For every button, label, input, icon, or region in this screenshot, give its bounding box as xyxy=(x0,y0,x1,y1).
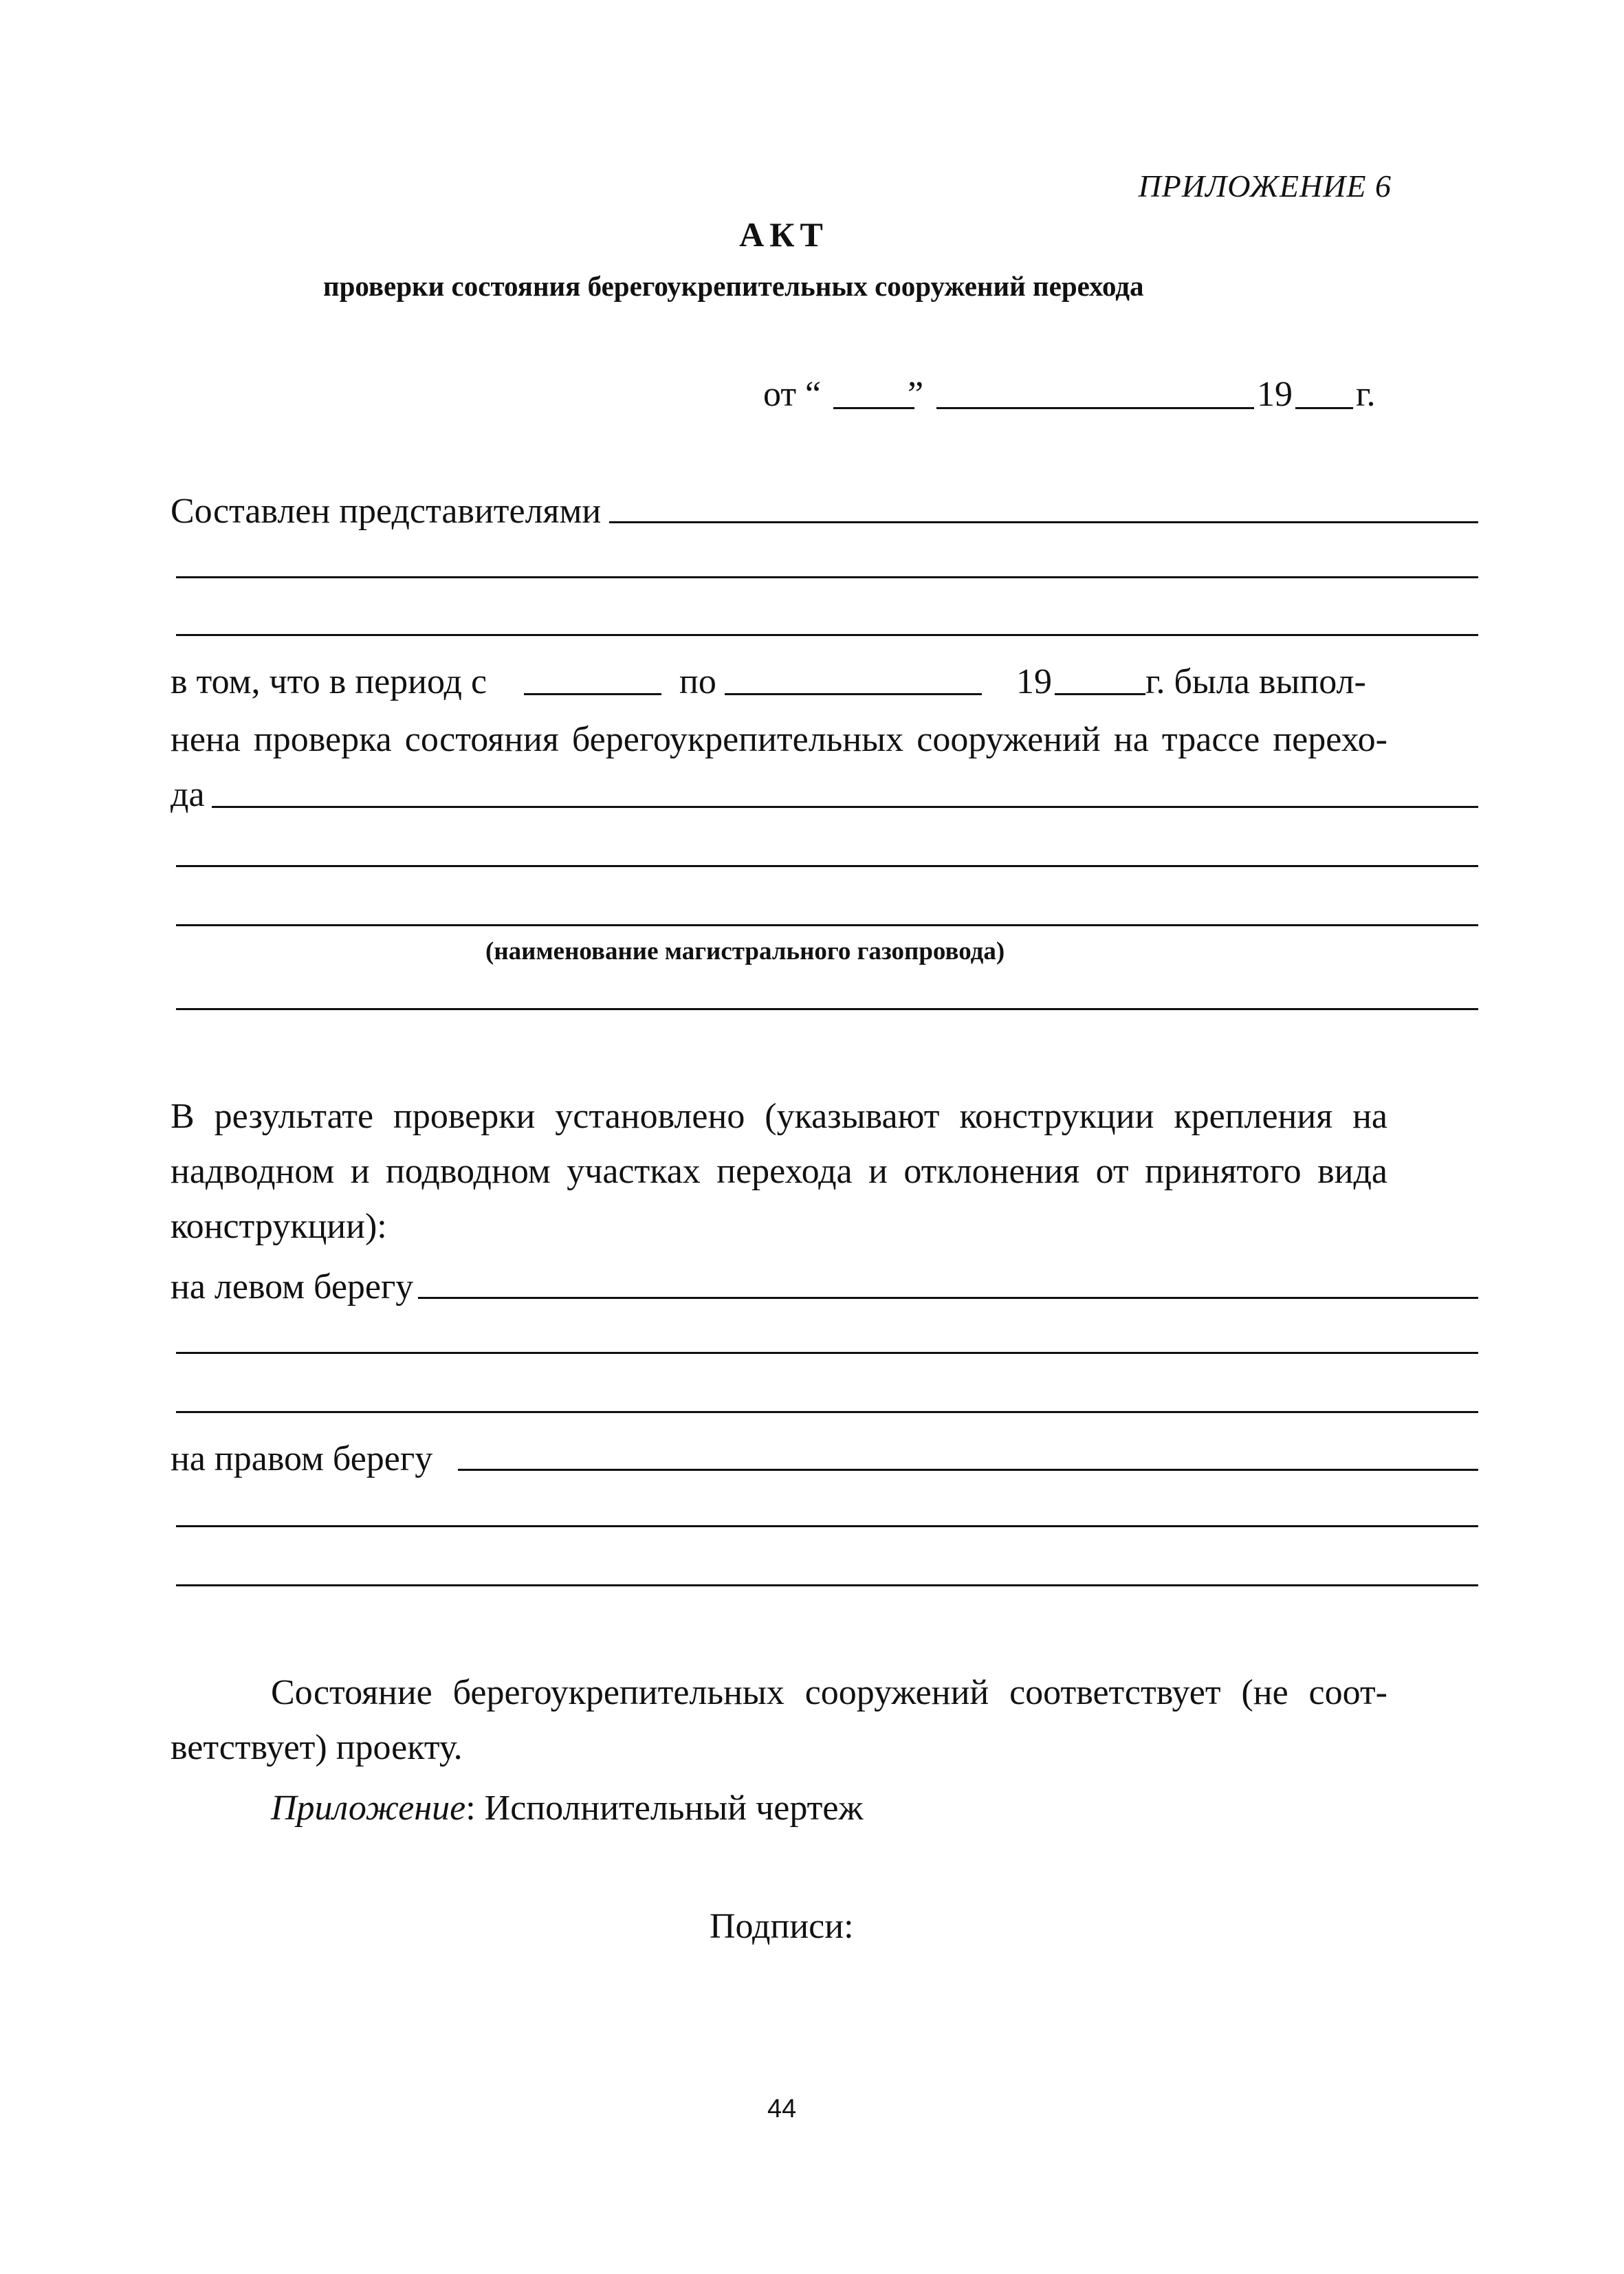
left-bank-field-3[interactable] xyxy=(176,1411,1478,1413)
attachment-text: : Исполнительный чертеж xyxy=(465,1789,864,1828)
attachment-line xyxy=(271,1791,863,1826)
period-year-prefix: 19 xyxy=(1016,662,1052,701)
pipeline-field-1[interactable] xyxy=(212,806,1478,808)
date-prefix: от “ xyxy=(763,375,822,414)
period-text-line3: да xyxy=(171,775,205,814)
conclusion-line2: ветствует) проекту. xyxy=(171,1728,463,1767)
left-bank-field-1[interactable] xyxy=(418,1297,1478,1299)
composed-field-3[interactable] xyxy=(176,634,1478,636)
date-year-suffix: г. xyxy=(1356,375,1376,414)
conclusion-line1: Состояние берегоукрепительных сооружений соответствует (не соот- xyxy=(271,1673,1387,1712)
date-year-prefix: 19 xyxy=(1257,375,1293,414)
result-text-line3: конструкции): xyxy=(171,1207,387,1246)
result-text-line1: В результате проверки установлено (указывают конструкции крепления на xyxy=(171,1097,1387,1136)
pipeline-field-4[interactable] xyxy=(176,1008,1478,1010)
date-day-field[interactable] xyxy=(833,407,914,409)
period-text-line2: нена проверка состояния берегоукрепительных сооружений на трассе перехо- xyxy=(171,720,1387,759)
document-title: АКТ xyxy=(739,215,829,254)
period-to-field[interactable] xyxy=(725,693,982,695)
composed-field-1[interactable] xyxy=(609,521,1478,523)
composed-field-2[interactable] xyxy=(176,576,1478,578)
date-month-field[interactable] xyxy=(936,407,1254,409)
date-year-field[interactable] xyxy=(1295,407,1353,409)
period-text-a: в том, что в период с xyxy=(171,662,487,701)
period-year-field[interactable] xyxy=(1055,693,1145,695)
right-bank-field-2[interactable] xyxy=(176,1525,1478,1527)
period-text-d: г. была выпол- xyxy=(1145,662,1366,701)
attachment-label: Приложение xyxy=(271,1789,466,1828)
right-bank-label: на правом берегу xyxy=(171,1439,433,1478)
signatures-label: Подписи: xyxy=(710,1907,854,1946)
pipeline-field-2[interactable] xyxy=(176,865,1478,867)
appendix-label: ПРИЛОЖЕНИЕ 6 xyxy=(1138,168,1392,204)
date-quote-close: ” xyxy=(908,375,924,414)
pipeline-field-3[interactable] xyxy=(176,924,1478,926)
right-bank-field-1[interactable] xyxy=(458,1469,1478,1471)
composed-label: Составлен представителями xyxy=(171,492,602,531)
right-bank-field-3[interactable] xyxy=(176,1584,1478,1586)
page-number: 44 xyxy=(767,2095,797,2123)
result-text-line2: надводном и подводном участках перехода и отклонения от принятого вида xyxy=(171,1152,1387,1191)
document-subtitle: проверки состояния берегоукрепительных сооружений перехода xyxy=(323,270,1144,302)
left-bank-label: на левом берегу xyxy=(171,1267,414,1307)
left-bank-field-2[interactable] xyxy=(176,1352,1478,1354)
period-from-field[interactable] xyxy=(524,693,661,695)
pipeline-caption: (наименование магистрального газопровода) xyxy=(485,937,1005,965)
period-text-b: по xyxy=(679,662,716,701)
